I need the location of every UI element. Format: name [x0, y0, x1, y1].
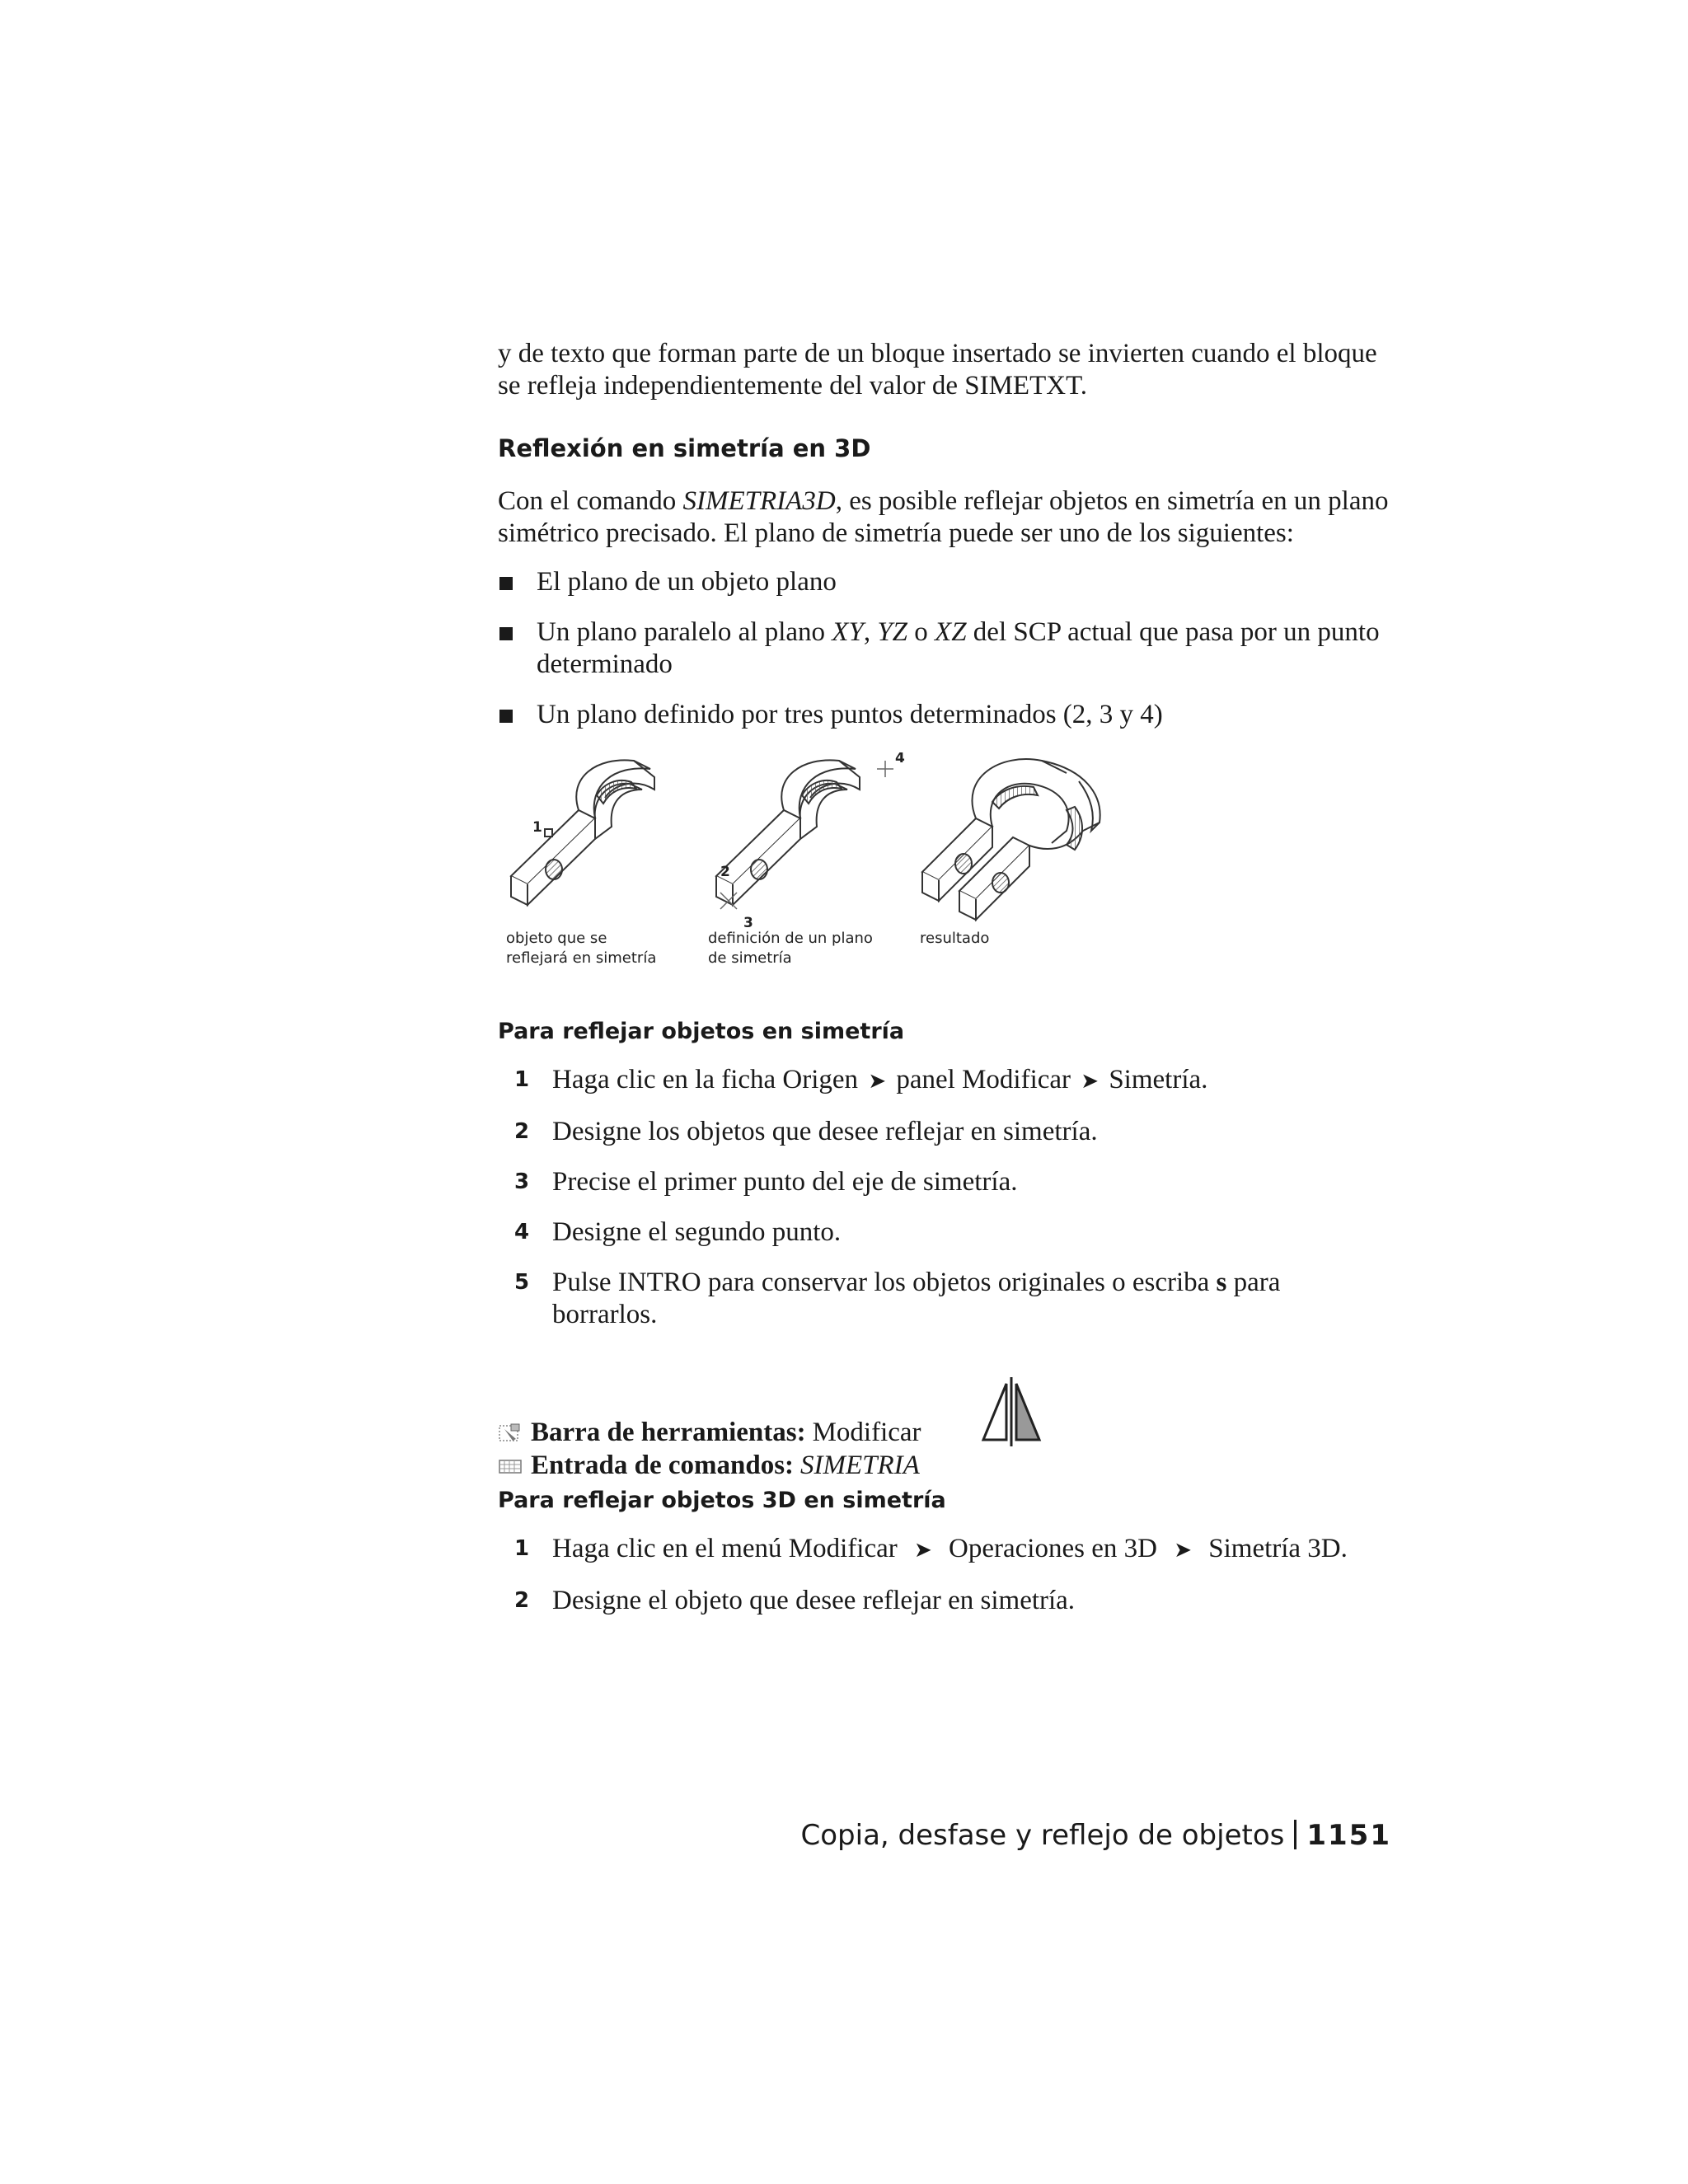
procedure-heading-mirror-3d: Para reflejar objetos 3D en simetría [498, 1488, 946, 1513]
arrow-right-icon: ➤ [1174, 1538, 1192, 1563]
bullet-item [498, 566, 1392, 598]
para-before: Con el comando [498, 486, 683, 516]
point-label-4: 4 [895, 752, 905, 766]
intro-paragraph: y de texto que forman parte de un bloque insertado se invierten cuando el bloque se refleja independientemente del valor de SIMETXT. [498, 339, 1377, 401]
bullet-item [498, 616, 1392, 681]
step-number: 2 [514, 1119, 530, 1144]
section-paragraph [498, 485, 1392, 550]
step-number: 1 [514, 1067, 530, 1092]
mirror-tool-icon [972, 1374, 1048, 1450]
step-item [498, 1267, 1392, 1331]
clamp-object-result [922, 759, 1100, 920]
bullet-square-icon [499, 627, 513, 640]
step-text: Operaciones en 3D [949, 1534, 1157, 1563]
footer-separator [1294, 1820, 1296, 1849]
bullet-list [498, 566, 1392, 731]
bullet-square-icon [499, 710, 513, 723]
step-number: 5 [514, 1270, 530, 1295]
arrow-right-icon: ➤ [914, 1538, 932, 1563]
bullet-text: Un plano paralelo al plano [537, 617, 832, 647]
mirror-3d-figure [498, 752, 1392, 1000]
step-text: Pulse INTRO para conservar los objetos originales o escriba [552, 1268, 1217, 1297]
figure-caption-definition: definición de un plano de simetría [708, 930, 873, 967]
point-label-3: 3 [743, 915, 753, 931]
access-methods [498, 1374, 1392, 1480]
procedure-heading-mirror: Para reflejar objetos en simetría [498, 1019, 905, 1044]
step-number: 2 [514, 1588, 530, 1613]
para-after: , es posible reflejar objetos en simetría en un plano simétrico precisado. El plano de simetría puede ser uno de los siguientes: [498, 486, 1389, 548]
step-item [498, 1116, 1392, 1148]
page-content [498, 338, 1392, 1635]
step-text: Haga clic en la ficha Origen [552, 1065, 859, 1094]
command-value: SIMETRIA [800, 1451, 920, 1480]
bullet-text: El plano de un objeto plano [537, 567, 837, 597]
step-number: 1 [514, 1536, 530, 1561]
step-text: Simetría 3D. [1208, 1534, 1348, 1563]
arrow-right-icon: ➤ [868, 1069, 887, 1094]
step-text: Precise el primer punto del eje de simetría. [552, 1167, 1018, 1197]
procedure-steps-mirror-3d [498, 1533, 1392, 1617]
step-text: Designe el segundo punto. [552, 1217, 842, 1247]
step-text: panel Modificar [896, 1065, 1071, 1094]
or-word: o [907, 617, 935, 647]
page-number: 1151 [1306, 1819, 1391, 1852]
step-item [498, 1585, 1392, 1617]
step-text: Designe el objeto que desee reflejar en simetría. [552, 1586, 1076, 1615]
step-text: Haga clic en el menú Modificar [552, 1534, 898, 1563]
page-footer [801, 1819, 1392, 1852]
arrow-right-icon: ➤ [1081, 1069, 1100, 1094]
point-label-1: 1 [532, 819, 542, 836]
plane-yz: YZ [877, 617, 908, 647]
section-heading: Reflexión en simetría en 3D [498, 434, 871, 462]
step-item [498, 1064, 1392, 1098]
step-item [498, 1166, 1392, 1198]
step-text: Designe los objetos que desee reflejar en simetría. [552, 1117, 1098, 1146]
bullet-text-end: del SCP actual que pasa por un punto determinado [537, 617, 1380, 679]
step-text: Simetría. [1109, 1065, 1208, 1094]
step-item [498, 1216, 1392, 1249]
toolbar-value: Modificar [812, 1418, 921, 1447]
bullet-item [498, 699, 1392, 731]
toolbar-icon [498, 1422, 523, 1444]
toolbar-line [498, 1417, 921, 1449]
bullet-square-icon [499, 577, 513, 590]
comma: , [863, 617, 878, 647]
plane-xy: XY [832, 617, 864, 647]
bullet-text: Un plano definido por tres puntos determinados (2, 3 y 4) [537, 700, 1163, 729]
figure-caption-original: objeto que se reflejará en simetría [506, 930, 657, 967]
point-label-2: 2 [720, 864, 730, 880]
step-item [498, 1533, 1392, 1567]
step-text: para borrarlos. [552, 1268, 1281, 1329]
step-number: 3 [514, 1169, 530, 1194]
keyboard-icon [498, 1455, 523, 1477]
figure-caption-result: resultado [920, 930, 990, 947]
footer-title: Copia, desfase y reflejo de objetos [800, 1819, 1285, 1852]
command-line [498, 1450, 920, 1482]
plane-xz: XZ [935, 617, 967, 647]
toolbar-label: Barra de herramientas: [531, 1418, 806, 1447]
procedure-steps-mirror [498, 1064, 1392, 1331]
step-key: s [1216, 1268, 1227, 1297]
step-number: 4 [514, 1220, 530, 1244]
clamp-object-definition [716, 760, 893, 909]
command-name: SIMETRIA3D [682, 486, 836, 516]
command-label: Entrada de comandos: [531, 1451, 795, 1480]
